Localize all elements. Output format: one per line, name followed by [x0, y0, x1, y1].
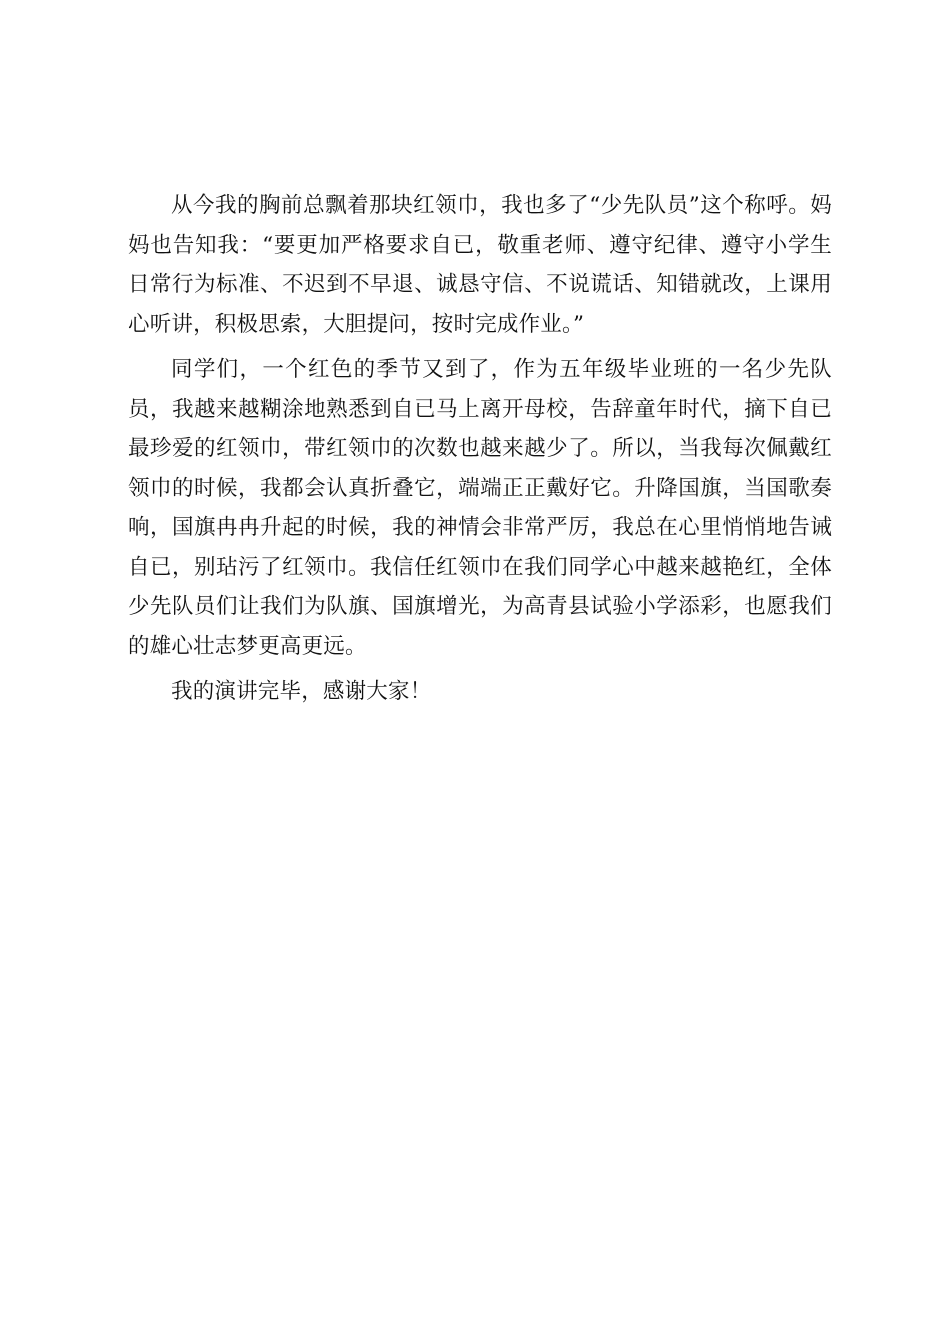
document-body [128, 186, 832, 718]
paragraph-closing: 我的演讲完毕，感谢大家！ [171, 679, 432, 704]
paragraph-graduation-reflection: 同学们，一个红色的季节又到了，作为五年级毕业班的一名少先队员，我越来越糊涂地熟悉到自已马上离开母校，告辞童年时代，摘下自已最珍爱的红领巾，带红领巾的次数也越来越少了。所以，当我每次佩戴红领巾的时候，我都会认真折叠它，端端正正戴好它。升降国旗，当国歌奏响，国旗冉冉升起的时候，我的神情会非常严厉，我总在心里悄悄地告诫自已，别玷污了红领巾。我信任红领巾在我们同学心中越来越艳红，全体少先队员们让我们为队旗、国旗增光，为高青县试验小学添彩，也愿我们的雄心壮志梦更高更远。 [128, 357, 832, 659]
paragraph-red-scarf-pledge: 从今我的胸前总飘着那块红领巾，我也多了“少先队员”这个称呼。妈妈也告知我：“要更加严格要求自已，敬重老师、遵守纪律、遵守小学生日常行为标准、不迟到不早退、诚恳守信、不说谎话、知错就改，上课用心听讲，积极思索，大胆提问，按时完成作业。” [128, 193, 832, 337]
